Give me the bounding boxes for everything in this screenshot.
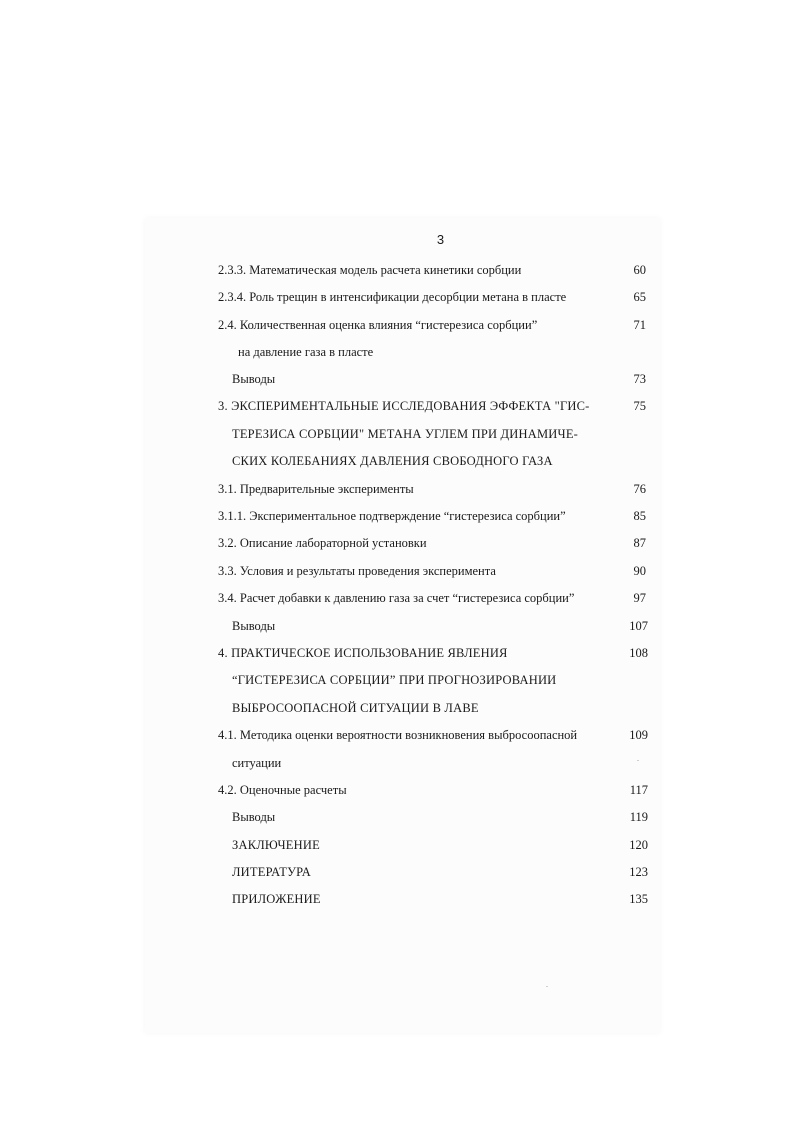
toc-entry-page: 135 bbox=[629, 892, 648, 906]
toc-entry-page: 123 bbox=[629, 865, 648, 879]
toc-entry-page: 97 bbox=[633, 591, 646, 605]
page-number: 3 bbox=[436, 232, 445, 247]
toc-chapter-continuation: “ГИСТЕРЕЗИСА СОРБЦИИ” ПРИ ПРОГНОЗИРОВАНИИ bbox=[232, 673, 557, 687]
toc-entry-page: 87 bbox=[633, 536, 646, 550]
toc-entry-page: 90 bbox=[633, 564, 646, 578]
scan-speck bbox=[546, 986, 548, 987]
toc-chapter-continuation: ВЫБРОСООПАСНОЙ СИТУАЦИИ В ЛАВЕ bbox=[232, 701, 479, 715]
toc-chapter-title: 4. ПРАКТИЧЕСКОЕ ИСПОЛЬЗОВАНИЕ ЯВЛЕНИЯ bbox=[218, 646, 508, 660]
toc-entry-continuation: на давление газа в пласте bbox=[238, 345, 374, 359]
toc-entry-page: 117 bbox=[629, 783, 648, 797]
toc-entry-page: 108 bbox=[629, 646, 648, 660]
toc-entry-page: 119 bbox=[629, 810, 648, 824]
scan-speck bbox=[637, 760, 639, 761]
toc-chapter-continuation: СКИХ КОЛЕБАНИЯХ ДАВЛЕНИЯ СВОБОДНОГО ГАЗА bbox=[232, 454, 553, 468]
toc-entry-title: 2.4. Количественная оценка влияния “гистерезиса сорбции” bbox=[218, 318, 538, 332]
toc-entry-page: 120 bbox=[629, 838, 648, 852]
toc-entry-page: 85 bbox=[633, 509, 646, 523]
toc-entry-title: 4.1. Методика оценки вероятности возникновения выбросоопасной bbox=[218, 728, 578, 742]
toc-entry-page: 65 bbox=[633, 290, 646, 304]
toc-entry-continuation: ситуации bbox=[232, 756, 282, 770]
toc-entry-title: 3.3. Условия и результаты проведения эксперимента bbox=[218, 564, 496, 578]
toc-entry-page: 76 bbox=[633, 482, 646, 496]
toc-entry-title: ПРИЛОЖЕНИЕ bbox=[232, 892, 321, 906]
toc-entry-title: 3.4. Расчет добавки к давлению газа за счет “гистерезиса сорбции” bbox=[218, 591, 575, 605]
toc-entry-page: 60 bbox=[633, 263, 646, 277]
toc-entry-title: 3.1.1. Экспериментальное подтверждение “гистерезиса сорбции” bbox=[218, 509, 566, 523]
toc-entry-title: 2.3.4. Роль трещин в интенсификации десорбции метана в пласте bbox=[218, 290, 567, 304]
toc-chapter-continuation: ТЕРЕЗИСА СОРБЦИИ" МЕТАНА УГЛЕМ ПРИ ДИНАМИЧЕ- bbox=[232, 427, 579, 441]
toc-entry-title: 3.1. Предварительные эксперименты bbox=[218, 482, 414, 496]
toc-chapter-title: 3. ЭКСПЕРИМЕНТАЛЬНЫЕ ИССЛЕДОВАНИЯ ЭФФЕКТА "ГИС- bbox=[218, 399, 590, 413]
toc-entry-title: ЛИТЕРАТУРА bbox=[232, 865, 311, 879]
toc-entry-title: 4.2. Оценочные расчеты bbox=[218, 783, 347, 797]
toc-entry-title: Выводы bbox=[232, 619, 276, 633]
toc-entry-title: 2.3.3. Математическая модель расчета кинетики сорбции bbox=[218, 263, 522, 277]
toc-entry-page: 73 bbox=[633, 372, 646, 386]
toc-entry-title: 3.2. Описание лабораторной установки bbox=[218, 536, 427, 550]
toc-entry-page: 75 bbox=[633, 399, 646, 413]
toc-entry-title: Выводы bbox=[232, 372, 276, 386]
toc-entry-page: 71 bbox=[633, 318, 646, 332]
toc-entry-title: ЗАКЛЮЧЕНИЕ bbox=[232, 838, 320, 852]
toc-entry-title: Выводы bbox=[232, 810, 276, 824]
toc-entry-page: 109 bbox=[629, 728, 648, 742]
toc-entry-page: 107 bbox=[629, 619, 648, 633]
